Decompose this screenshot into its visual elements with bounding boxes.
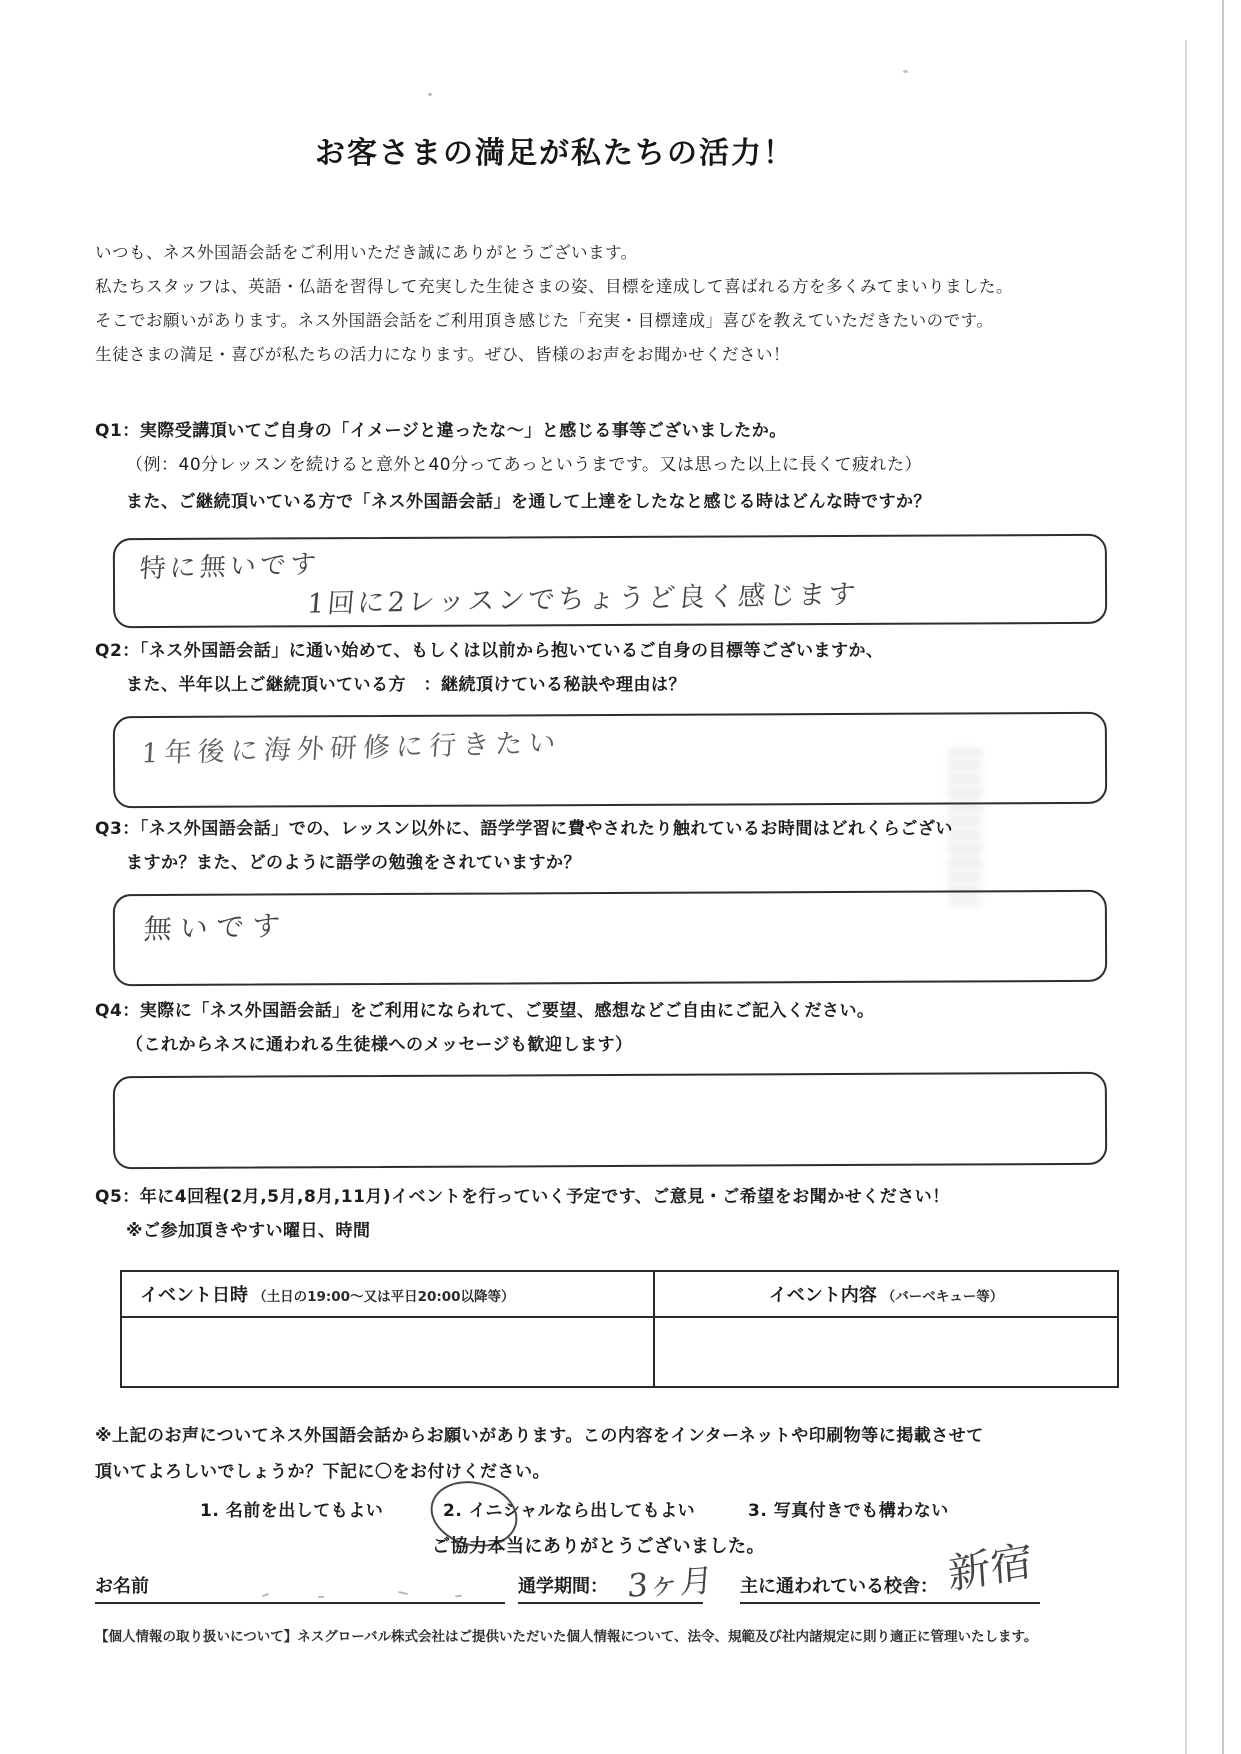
signature-smudge (318, 1596, 324, 1598)
page-title: お客さまの満足が私たちの活力！ (315, 136, 795, 171)
intro-line: 私たちスタッフは、英語・仏語を習得して充実した生徒さまの姿、目標を達成して喜ばれる方を多くみてまいりました。 (95, 277, 1013, 296)
signature-smudge (398, 1591, 408, 1595)
period-handwritten-value: 3ヶ月 (626, 1561, 714, 1605)
q4-question-line1: Q4：実際に「ネス外国語会話」をご利用になられて、ご要望、感想などご自由にご記入ください。 (95, 1001, 875, 1021)
q1-question-line3: また、ご継続頂いている方で「ネス外国語会話」を通して上達をしたなと感じる時はどんな時ですか？ (126, 492, 931, 512)
event-table-body-row (121, 1317, 1118, 1387)
q5-question-line1: Q5：年に4回程(2月,5月,8月,11月)イベントを行っていく予定です、ご意見・ご希望をお聞かせください！ (95, 1187, 950, 1207)
scan-line-artifact (1185, 40, 1187, 1754)
consent-option-3: 3. 写真付きでも構わない (748, 1501, 949, 1521)
q3-question-line1: Q3：「ネス外国語会話」での、レッスン以外に、語学学習に費やされたり触れているお時間はどれくらござい (95, 819, 953, 839)
thanks-line: ご協力本当にありがとうございました。 (432, 1536, 765, 1557)
q2-question-line1: Q2：「ネス外国語会話」に通い始めて、もしくは以前から抱いているご自身の目標等ございますか、 (95, 641, 884, 661)
q3-question-line2: ますか？また、どのように語学の勉強をされていますか？ (126, 853, 581, 873)
q1-handwritten-answer-line2: 1回に2レッスンでちょうど良く感じます (305, 579, 860, 620)
period-field-label: 通学期間： (518, 1576, 608, 1597)
q1-handwritten-answer-line1: 特に無いです (138, 549, 321, 585)
consent-option-2: 2. イニシャルなら出してもよい (443, 1501, 696, 1521)
event-datetime-header: イベント日時 (140, 1285, 248, 1306)
event-datetime-cell (121, 1317, 654, 1387)
q2-handwritten-answer: 1年後に海外研修に行きたい (140, 727, 563, 770)
event-content-note: （バーベキュー等） (881, 1289, 1004, 1305)
school-field-label: 主に通われている校舎： (740, 1576, 938, 1597)
scan-line-artifact (1222, 0, 1224, 1754)
consent-line2: 頂いてよろしいでしょうか？下記に〇をお付けください。 (95, 1462, 550, 1482)
consent-option-1: 1. 名前を出してもよい (200, 1501, 384, 1521)
privacy-note: 【個人情報の取り扱いについて】ネスグローバル株式会社はご提供いただいた個人情報について、法令、規範及び社内諸規定に則り適正に管理いたします。 (95, 1629, 1038, 1645)
scan-speck (428, 93, 432, 96)
consent-line1: ※上記のお声についてネス外国語会話からお願いがあります。この内容をインターネットや印刷物等に掲載させて (95, 1426, 984, 1446)
intro-paragraph (95, 236, 1155, 372)
intro-line: そこでお願いがあります。ネス外国語会話をご利用頂き感じた「充実・目標達成」喜びを教えていただきたいのです。 (95, 311, 994, 330)
q1-question-line1: Q1：実際受講頂いてご自身の「イメージと違ったな～」と感じる事等ございましたか。 (95, 421, 787, 441)
q4-question-line2: （これからネスに通われる生徒様へのメッセージも歓迎します） (126, 1035, 633, 1055)
event-content-cell (654, 1317, 1118, 1387)
signature-smudge (262, 1593, 269, 1597)
event-content-header: イベント内容 (768, 1285, 877, 1306)
period-field-underline (518, 1602, 703, 1604)
intro-line: いつも、ネス外国語会話をご利用いただき誠にありがとうございます。 (95, 243, 638, 262)
q3-handwritten-answer: 無いです (142, 909, 290, 946)
name-field-underline (95, 1602, 505, 1604)
q4-answer-box (113, 1072, 1107, 1169)
school-field-underline (740, 1602, 1040, 1604)
intro-line: 生徒さまの満足・喜びが私たちの活力になります。ぜひ、皆様のお声をお聞かせください！ (95, 345, 791, 364)
name-field-label: お名前 (95, 1576, 149, 1597)
event-table (120, 1270, 1119, 1388)
q5-question-line2: ※ご参加頂きやすい曜日、時間 (126, 1221, 371, 1241)
event-datetime-note: （土日の19:00～又は平日20:00以降等） (253, 1289, 515, 1305)
school-handwritten-value: 新宿 (946, 1536, 1035, 1599)
event-table-header-row (121, 1271, 1118, 1317)
signature-smudge (455, 1595, 462, 1598)
scan-speck (903, 70, 908, 73)
q1-question-line2: （例：40分レッスンを続けると意外と40分ってあっというまです。又は思った以上に長くて疲れた） (126, 455, 923, 475)
q2-question-line2: また、半年以上ご継続頂いている方 ：継続頂けている秘訣や理由は？ (126, 675, 686, 695)
